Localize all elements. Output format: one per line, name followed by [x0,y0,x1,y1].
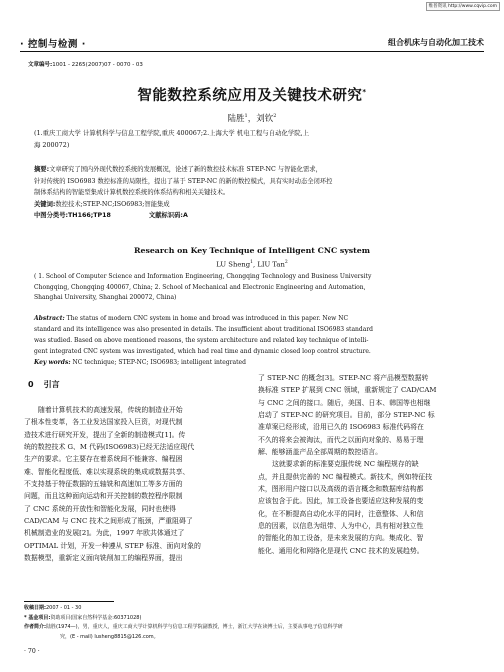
footnote: 作者简介:陆胜(1974—)，男，重庆人，重庆工商大学计算机科学与信息工程学院副教授，博士，浙江大学在读博士后，主要从事电子信息科学研 [24,624,343,630]
text-line: CAD/CAM 与 CNC 技术之间形成了瓶颈，严重阻碍了 [24,517,193,526]
journal-name: 组合机床与自动化加工技术 [388,38,484,47]
text-line: 准草案已经形成，沿用已久的 ISO6983 标准代码将在 [258,423,424,432]
footnote: 收稿日期:2007 - 01 - 30 [24,605,82,611]
text-line: 了根本性变革，各工业发达国家投入巨资，对现代制 [24,418,183,427]
text-line: 换标准 STEP 扩展到 CNC 领域，重新规定了 CAD/CAM [258,386,437,395]
text-line: 启动了 STEP-NC 的研究项目。目前，部分 STEP-NC 标 [258,411,435,420]
text-line: 术，图形用户接口以及高级的语言概念和数据库结构都 [258,485,424,494]
page-number: · 70 · [24,648,40,655]
body-right-column [258,372,480,557]
english-affiliation: ( 1. School of Computer Science and Information Engineering, Chongqing Technology and Business University Chongqing, Chongqing 400067, China; 2. School of Mechanical and Electronic Engineering and Automation, Shanghai University, Shanghai 200072, China) [34,273,372,301]
watermark: 维普资讯 http://www.cqvip.com [426,2,500,11]
author-name: 刘钦 [256,114,274,124]
text-line: 化，在不断提高自动化水平的同时，注意整体、人和信 [258,509,424,518]
keywords-zh: 关键词:数控技术;STEP-NC;ISO6983;智能集成 [34,200,170,208]
left-column-body [24,404,240,564]
authors: 陆胜$^1$，刘钦$^2$ [227,113,277,124]
page-header [20,36,484,50]
footnote: * 基金项目:资助项目(国家自然科学基金:60371028) [24,614,142,621]
english-title: Research on Key Technique of Intelligent CNC system [134,246,370,255]
text-line: OPTIMAL 计划，开发一种遵从 STEP 标准、面向对象的 [24,541,201,550]
english-abstract: Abstract: The status of modern CNC system in home and broad was introduced in this paper. New NC standard and its intelligence was also presented in details. The insufficient about traditional ISO6983 standard was studied. Based on above mentioned reasons, the system architecture and related key technique of intelli- gent integrated CNC system was investigated, which had real time and dynamic closed loop control structure. Key words: NC technique; STEP-NC; ISO6983; intelligent integrated [34,314,476,369]
text-line: 与 CNC 之间的接口。随后，美国、日本、韩国等也相继 [258,398,431,407]
text-line: 解、能够涵盖产品全部周期的数控语言。 [258,448,383,457]
footnotes [24,604,484,642]
text-line: 应该包含于此。因此，加工设备也要适应这种发展的变 [258,497,424,506]
text-line: 造技术进行研究开发，提出了全新的制造模式[1]。传 [24,430,186,439]
text-line: 机械制造业的发展[2]。为此，1997 年欧共体通过了 [24,529,185,538]
classification: 中图分类号:TH166;TP18 文献标识码:A [34,212,188,220]
text-line: 点，并且提供完善的 NC 编程模式。新技术，例如特征技 [258,472,433,481]
text-line: 生产的要求。它主要存在着系统间不能兼容、编程困 [24,455,183,464]
text-line: 了 STEP-NC 的概念[3]。STEP-NC 将产品模型数据转 [258,374,429,382]
footnote-rule [24,601,114,602]
body-left-column [24,372,240,564]
text-line: 难、智能化程度低、难以实现系统的集成或数据共享、 [24,467,190,476]
text-line: 不支持基于特征数据的五轴铣和高速加工等多方面的 [24,480,183,489]
paper-title: 智能数控系统应用及关键技术研究* [137,88,367,104]
text-line: 统的数控技术 G、M 代码(ISO6983)已经无法适应现代 [24,443,195,452]
text-line: 问题，而且这种面向运动和开关控制的数控程序限制 [24,492,183,501]
right-column-body [258,372,480,557]
header-rule [20,51,484,52]
text-line: 息的因素，以信息为纽带、人为中心，具有相对独立性 [258,522,424,531]
text-line: 不久的将来会被淘汰，而代之以面向对象的、易易于理 [258,435,424,444]
section-heading: 0 引言 [28,380,60,389]
english-authors: LU Sheng$^1$, LIU Tan$^2$ [216,260,288,269]
abstract-zh: 摘要:文章研究了国内外现代数控系统的发展概况，论述了新的数控技术标准 STEP-NC 与智能化需求， 针对传统的 ISO6983 数控标准的局限性，提出了基于 STEP-NC 的新的数控模式，具有实时动态全闭环控 制体系结构的智能型集成计算机数控系统的体系结构和相关关键技术。 关键词:数控技术;STEP-NC;ISO6983;智能集成 中图分类号:TH166;TP18 文献标识码:A [34,164,476,222]
footnote: 究，(E - mail) lusheng8815@126.com。 [60,633,159,640]
section-tag: · 控制与检测 · [20,39,86,50]
author-name: 陆胜 [227,114,245,124]
text-line: 能化、通用化和网络化是现代 CNC 技术的发展趋势。 [258,546,424,555]
english-keywords: Key words: NC technique; STEP-NC; ISO6983; intelligent integrated [34,358,246,366]
text-line: 这就要求新的标准要克服传统 NC 编程规存的缺 [272,460,419,469]
text-line: 的智能化的加工设备，是未来发展的方向。集成化、智 [258,534,424,543]
text-line: 了 CNC 系统的开放性和智能化发展，同时也使得 [24,504,176,513]
affiliation-zh: (1.重庆工商大学 计算机科学与信息工程学院,重庆 400067;2.上海大学 机电工程与自动化学院,上 海 200072) [34,129,310,149]
text-line: 随着计算机技术的高速发展，传统的制造业开始 [38,406,183,414]
article-id: 文章编号:1001 - 2265(2007)07 - 0070 - 03 [28,62,143,68]
text-line: 数据模型，重新定义面向铣削加工的编程界面，提出 [24,554,183,563]
